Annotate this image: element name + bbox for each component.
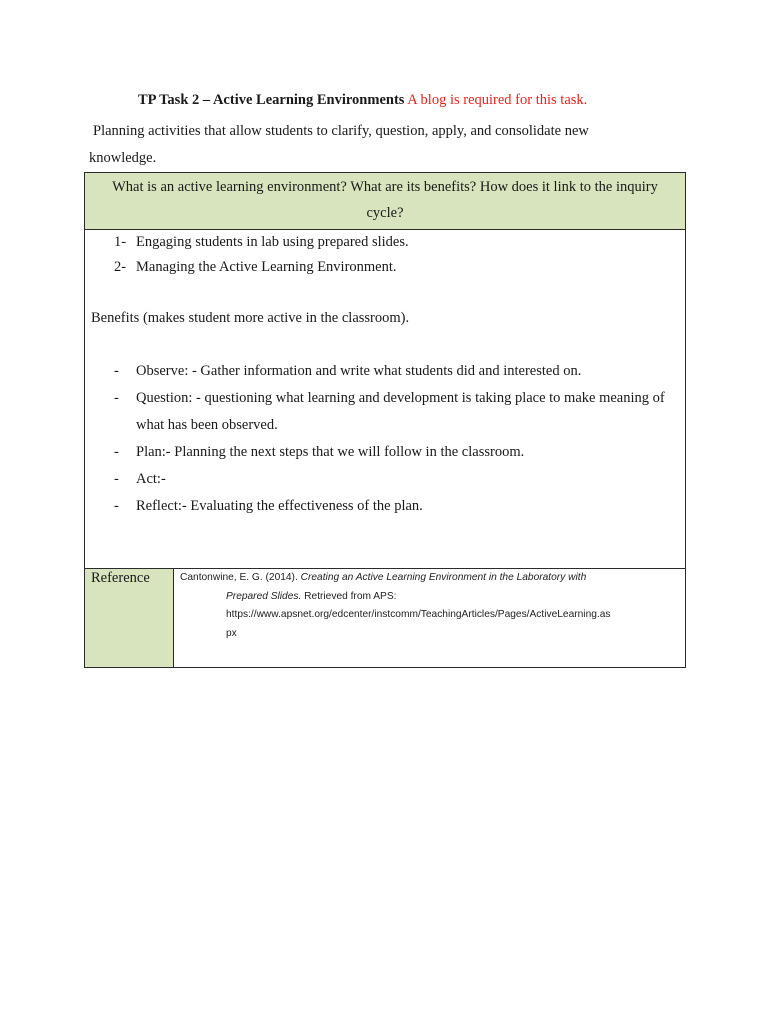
intro-line-2: knowledge. [89,150,157,166]
list-text: Act:- [136,471,166,487]
document-title [138,92,587,109]
task-title: TP Task 2 – Active Learning Environments [138,92,405,108]
citation-line-2 [180,588,679,607]
numbered-list [85,230,685,280]
list-item [85,255,685,280]
reference-row [85,569,686,668]
list-item [85,439,685,466]
answer-cell [85,230,686,569]
question-cell [85,173,686,230]
list-item [85,466,685,493]
list-item [85,358,685,385]
blog-requirement-note: A blog is required for this task. [407,92,588,108]
list-number: 2- [114,259,127,275]
list-text: Question: - questioning what learning and development is taking place to make meaning of what has been observed. [136,390,665,433]
list-item [85,493,685,520]
list-text: Managing the Active Learning Environment. [136,259,397,275]
list-dash: - [114,444,119,460]
reference-label: Reference [91,570,150,586]
list-number: 1- [114,234,127,250]
list-text: Reflect:- Evaluating the effectiveness of the plan. [136,498,423,514]
benefits-text: Benefits (makes student more active in the classroom). [91,310,410,326]
task-table [84,172,686,668]
list-item [85,230,685,255]
question-text: What is an active learning environment? What are its benefits? How does it link to the inquiry cycle? [112,179,658,221]
list-text: Engaging students in lab using prepared slides. [136,234,409,250]
reference-citation-cell [174,569,686,668]
citation-title-part-1: Creating an Active Learning Environment in the Laboratory with [300,572,587,583]
list-dash: - [114,471,119,487]
list-dash: - [114,498,119,514]
intro-line-1: Planning activities that allow students to clarify, question, apply, and consolidate new [93,123,589,139]
list-text: Observe: - Gather information and write what students did and interested on. [136,363,582,379]
list-text: Plan:- Planning the next steps that we will follow in the classroom. [136,444,525,460]
citation-retrieved: Retrieved from APS: [304,590,397,602]
list-dash: - [114,363,119,379]
citation-author-year: Cantonwine, E. G. (2014). [180,572,298,583]
reference-label-cell [85,569,174,668]
intro-paragraph [89,118,649,172]
citation-line-1 [180,569,679,588]
citation-url-line-2[interactable]: px [226,627,237,639]
list-item [85,385,685,439]
citation-url-line-1[interactable]: https://www.apsnet.org/edcenter/instcomm/TeachingArticles/Pages/ActiveLearning.as [226,609,611,620]
answer-row [85,230,686,569]
list-dash: - [114,390,119,406]
citation-title-part-2: Prepared Slides. [226,590,302,602]
question-row [85,173,686,230]
inquiry-cycle-list [85,358,685,520]
